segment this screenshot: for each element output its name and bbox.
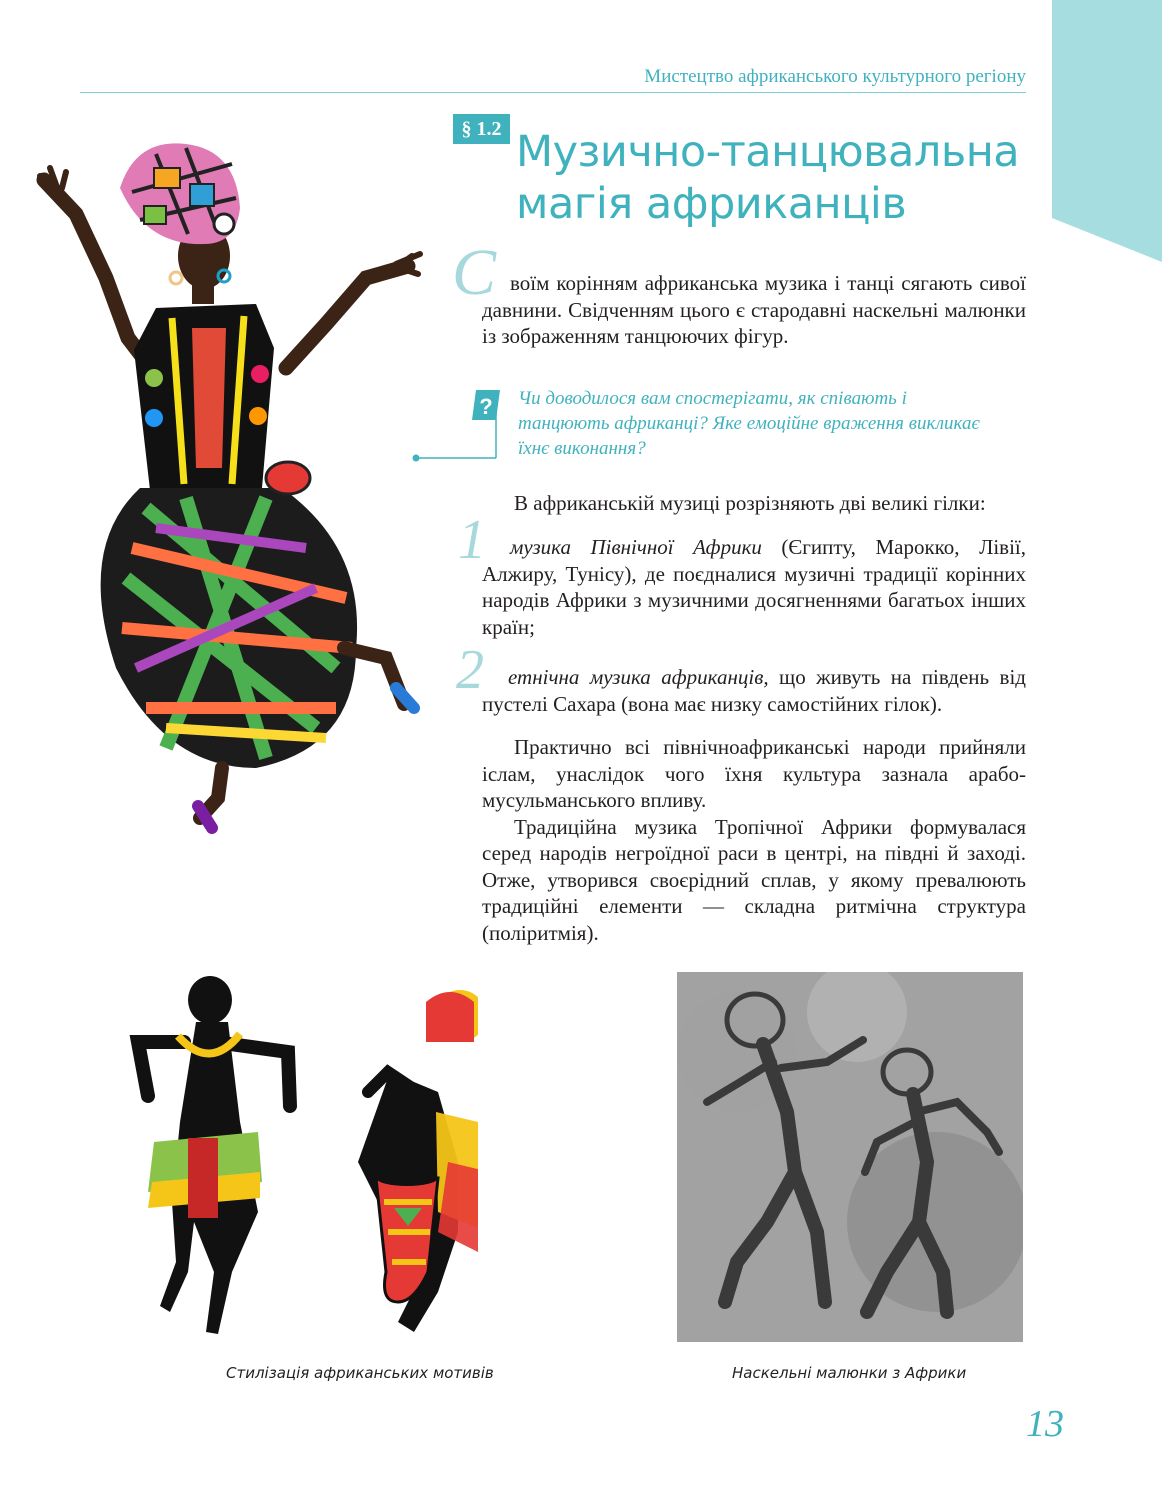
page-title: Музично-танцювальна магія африканців: [516, 127, 1020, 229]
branch-item-1: [482, 534, 1026, 640]
branches-lead-text: В африканській музиці розрізняють дві великі гілки:: [514, 491, 986, 515]
branch-item-1-term: музика Північної Африки: [510, 535, 762, 559]
paragraph-tropical: Традиційна музика Тропічної Африки формувалася серед народів негроїдної раси в центрі, на півдні й заході. Отже, утворився своєрідний сплав, у якому превалюють традиційні елементи — складна ритмічна структура (поліритмія).: [482, 814, 1026, 945]
intro-paragraph: [482, 270, 1026, 350]
question-text: Чи доводилося вам спостерігати, як співають і танцюють африканці? Яке емоційне враження викликає їхнє виконання?: [518, 388, 980, 459]
stylized-motifs-illustration: [118, 972, 478, 1342]
dropcap-letter: С: [452, 236, 497, 309]
dancer-illustration: [36, 128, 436, 838]
caption-stylized-motifs: Стилізація африканських мотивів: [226, 1364, 494, 1382]
item-number-2: 2: [456, 639, 484, 701]
item-number-1: 1: [458, 509, 486, 571]
running-header-title: Мистецтво африканського культурного регіону: [644, 66, 1026, 87]
page-corner-tab: [1052, 0, 1162, 262]
rock-painting-illustration: [677, 972, 1023, 1342]
intro-text: воїм корінням африканська музика і танці сягають сивої давнини. Свідченням цього є стародавні наскельні малюнки із зображенням танцюючих фігур.: [482, 271, 1026, 348]
section-badge: § 1.2: [453, 114, 510, 144]
branches-lead: [482, 490, 1026, 517]
page-number: 13: [1026, 1403, 1064, 1445]
running-header: [80, 62, 1026, 93]
question-icon: ?: [479, 394, 493, 419]
branch-item-1-text: (Єгипту, Марокко, Лівії, Алжиру, Тунісу), де поєдналися музичні традиції корінних народів Африки з музичними досягненнями багатьох інших країн;: [482, 535, 1026, 639]
body-paragraphs: [482, 734, 1026, 946]
branch-item-2: [482, 664, 1026, 717]
question-marker: [412, 386, 512, 462]
paragraph-islam: Практично всі північноафриканські народи прийняли іслам, унаслідок чого їхня культура зазнала арабо-мусульманського впливу.: [482, 735, 1026, 812]
branch-item-2-text: що живуть на південь від пустелі Сахара (вона має низку самостійних гілок).: [482, 665, 1026, 716]
branch-item-2-term: етнічна музика африканців,: [508, 665, 769, 689]
caption-rock-paintings: Наскельні малюнки з Африки: [732, 1364, 967, 1382]
